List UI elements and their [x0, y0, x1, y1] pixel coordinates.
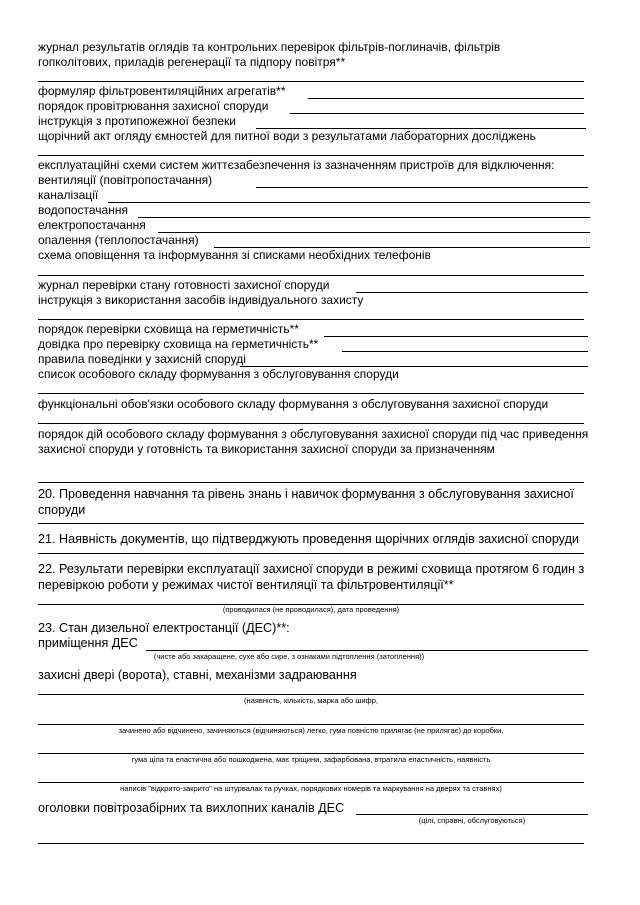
- ppe-instruction-label: інструкція з використання засобів індивідуального захисту: [38, 293, 364, 307]
- hermetic-certificate-label: довідка про перевірку сховища на герметичність**: [38, 337, 319, 351]
- fill-line[interactable]: [290, 113, 584, 114]
- des-doors-caption-2: зачинено або відчинено, зачиняються (відчиняються) легко, гума повністю прилягає (не прилягає) до коробки,: [118, 726, 504, 735]
- fill-line[interactable]: [38, 275, 584, 276]
- fill-line[interactable]: [38, 81, 584, 82]
- section-20-title: 20. Проведення навчання та рівень знань і навичок формування з обслуговування захисної споруди: [38, 487, 574, 517]
- journal-filters-line2: гопколітових, приладів регенерації та підпору повітря**: [38, 55, 346, 69]
- fill-line[interactable]: [38, 393, 584, 394]
- notification-scheme-label: схема оповіщення та інформування зі списками необхідних телефонів: [38, 248, 431, 262]
- des-heads-label: оголовки повітрозабірних та вихлопних каналів ДЕС: [38, 801, 345, 815]
- fill-line[interactable]: [146, 650, 588, 651]
- fill-line[interactable]: [356, 292, 588, 293]
- fill-line[interactable]: [38, 782, 584, 783]
- sewerage-label: каналізації: [38, 188, 99, 202]
- fill-line[interactable]: [356, 814, 588, 815]
- ventilation-order-label: порядок провітрювання захисної споруди: [38, 99, 269, 113]
- des-doors-label: захисні двері (ворота), ставні, механізми задраювання: [38, 668, 357, 682]
- staff-list-label: список особового складу формування з обслуговування споруди: [38, 367, 399, 381]
- des-premises-label: приміщення ДЕС: [38, 636, 138, 650]
- heating-label: опалення (теплопостачання): [38, 233, 199, 247]
- staff-actions-label: порядок дій особового складу формування з обслуговування захисної споруди під час приведення захисної споруди у готовність та використання захисної споруди за призначенням: [38, 427, 589, 456]
- fill-line[interactable]: [38, 423, 584, 424]
- des-doors-caption-3: гума ціла та еластична або пошкоджена, має тріщини, зафарбована, втратила еластичність, наявність: [131, 755, 491, 764]
- behavior-rules-label: правила поведінки у захисній споруді: [38, 352, 246, 366]
- hermetic-order-label: порядок перевірки сховища на герметичність**: [38, 322, 299, 336]
- fill-line[interactable]: [38, 482, 584, 483]
- fill-line[interactable]: [38, 553, 584, 554]
- fill-line[interactable]: [38, 843, 584, 844]
- fire-safety-label: інструкція з протипожежної безпеки: [38, 114, 236, 128]
- schemes-label: експлуатаційні схеми систем життєзабезпечення із зазначенням пристроїв для відключення:: [38, 158, 555, 172]
- des-doors-caption-1: (наявність, кількість, марка або шифр,: [244, 696, 378, 705]
- water-act-label: щорічний акт огляду ємностей для питної води з результатами лабораторних досліджень: [38, 129, 536, 143]
- water-supply-label: водопостачання: [38, 203, 128, 217]
- fill-line[interactable]: [108, 202, 590, 203]
- fill-line[interactable]: [38, 724, 584, 725]
- formular-label: формуляр фільтровентиляційних агрегатів**: [38, 84, 286, 98]
- fill-line[interactable]: [38, 319, 584, 320]
- fill-line[interactable]: [308, 98, 584, 99]
- fill-line[interactable]: [38, 694, 584, 695]
- fill-line[interactable]: [342, 351, 588, 352]
- fill-line[interactable]: [324, 336, 588, 337]
- fill-line[interactable]: [158, 232, 590, 233]
- fill-line[interactable]: [38, 523, 584, 524]
- des-heads-caption: (цілі, справні, обслуговуються): [418, 816, 526, 825]
- fill-line[interactable]: [256, 187, 588, 188]
- fill-line[interactable]: [38, 155, 584, 156]
- readiness-journal-label: журнал перевірки стану готовності захисної споруди: [38, 278, 330, 292]
- des-premises-caption: (чисте або захаращене, сухе або сире, з ознаками підтоплення (затоплення)): [153, 652, 425, 661]
- section-22-caption: (проводилася (не проводилася), дата проведення): [222, 605, 400, 614]
- section-21-title: 21. Наявність документів, що підтверджують проведення щорічних оглядів захисної споруди: [38, 532, 579, 546]
- section-22-title: 22. Результати перевірки експлуатації захисної споруди в режимі сховища протягом 6 годин з перевіркою роботи у режимах чистої вентиляції та фільтровентиляції**: [38, 562, 585, 592]
- fill-line[interactable]: [38, 753, 584, 754]
- electricity-label: електропостачання: [38, 218, 146, 232]
- staff-duties-label: функціональні обов'язки особового складу формування з обслуговування захисної споруди: [38, 397, 549, 411]
- fill-line[interactable]: [138, 217, 590, 218]
- ventilation-label: вентиляції (повітропостачання): [38, 173, 213, 187]
- des-doors-caption-4: написів "відкрито-закрито" на штурвалах та ручках, порядкових номерів та маркування на дверях та ставнях): [120, 784, 502, 793]
- journal-filters-line1: журнал результатів оглядів та контрольних перевірок фільтрів-поглиначів, фільтрів: [38, 40, 501, 54]
- section-23-title: 23. Стан дизельної електростанції (ДЕС)**:: [38, 621, 290, 635]
